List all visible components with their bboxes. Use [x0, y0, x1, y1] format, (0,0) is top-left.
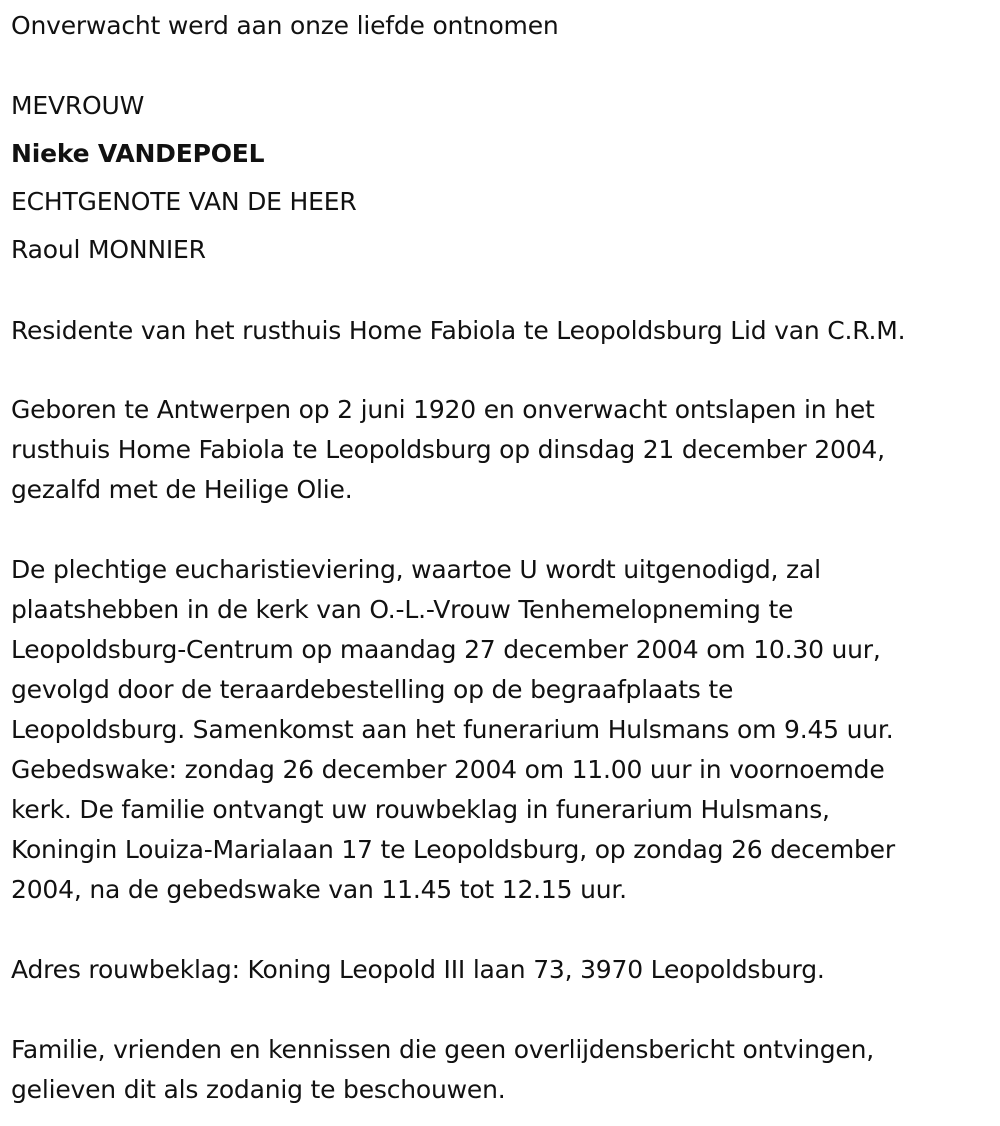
ceremony-line: Leopoldsburg-Centrum op maandag 27 december 2004 om 10.30 uur, [11, 635, 881, 664]
relation-line: ECHTGENOTE VAN DE HEER [11, 187, 357, 216]
ceremony-line: Koningin Louiza-Marialaan 17 te Leopoldsburg, op zondag 26 december [11, 835, 895, 864]
ceremony-line: Gebedswake: zondag 26 december 2004 om 11.00 uur in voornoemde [11, 755, 885, 784]
spouse-name: Raoul MONNIER [11, 235, 206, 264]
deceased-name: Nieke VANDEPOEL [11, 139, 265, 168]
intro-line: Onverwacht werd aan onze liefde ontnomen [11, 11, 559, 40]
closing-paragraph [11, 1030, 874, 1110]
address-line: Adres rouwbeklag: Koning Leopold III laan 73, 3970 Leopoldsburg. [11, 955, 825, 984]
ceremony-line: Leopoldsburg. Samenkomst aan het funerarium Hulsmans om 9.45 uur. [11, 715, 894, 744]
ceremony-line: De plechtige eucharistieviering, waartoe U wordt uitgenodigd, zal [11, 555, 821, 584]
residence-line: Residente van het rusthuis Home Fabiola te Leopoldsburg Lid van C.R.M. [11, 316, 906, 345]
birth-death-line: gezalfd met de Heilige Olie. [11, 475, 353, 504]
ceremony-paragraph [11, 550, 895, 910]
ceremony-line: kerk. De familie ontvangt uw rouwbeklag in funerarium Hulsmans, [11, 795, 830, 824]
birth-death-line: Geboren te Antwerpen op 2 juni 1920 en onverwacht ontslapen in het [11, 395, 875, 424]
closing-line: gelieven dit als zodanig te beschouwen. [11, 1075, 506, 1104]
birth-death-paragraph [11, 390, 885, 510]
title-prefix: MEVROUW [11, 91, 145, 120]
ceremony-line: gevolgd door de teraardebestelling op de begraafplaats te [11, 675, 734, 704]
closing-line: Familie, vrienden en kennissen die geen overlijdensbericht ontvingen, [11, 1035, 875, 1064]
ceremony-line: plaatshebben in de kerk van O.-L.-Vrouw Tenhemelopneming te [11, 595, 794, 624]
birth-death-line: rusthuis Home Fabiola te Leopoldsburg op dinsdag 21 december 2004, [11, 435, 885, 464]
ceremony-line: 2004, na de gebedswake van 11.45 tot 12.15 uur. [11, 875, 627, 904]
